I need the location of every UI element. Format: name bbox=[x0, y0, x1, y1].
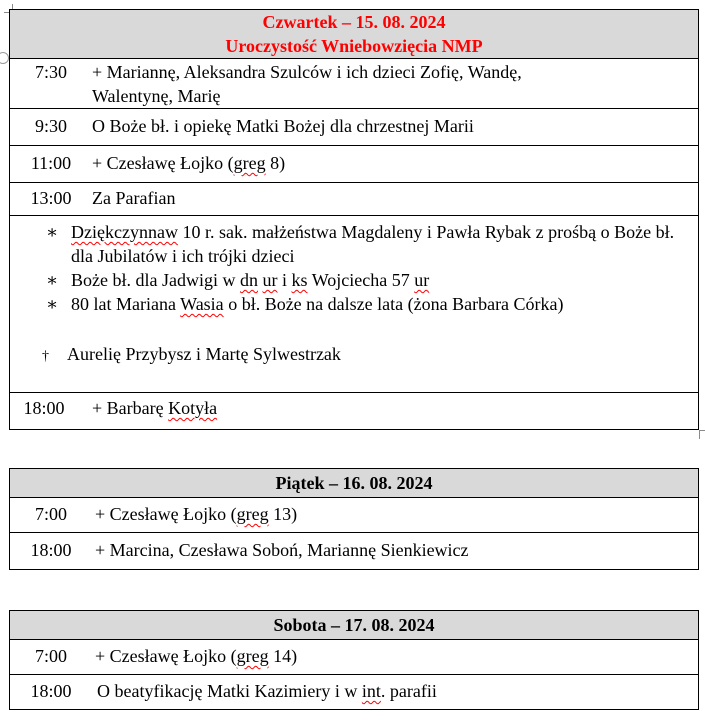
intention-item bbox=[10, 292, 698, 316]
mass-row bbox=[10, 183, 699, 216]
spellcheck-word[interactable]: dn bbox=[239, 270, 258, 290]
schedule-table-friday bbox=[9, 468, 699, 570]
spellcheck-word[interactable]: Kotyła bbox=[168, 398, 218, 418]
day-header bbox=[10, 10, 699, 59]
intention-text: + Barbarę bbox=[92, 398, 169, 418]
intention-text: + Czesławę Łojko ( bbox=[95, 646, 237, 666]
intention-line: Walentynę, Marię bbox=[92, 86, 221, 106]
spellcheck-word[interactable]: ur bbox=[414, 270, 430, 290]
mass-intention bbox=[92, 644, 698, 668]
feast-name: Uroczystość Wniebowzięcia NMP bbox=[225, 36, 483, 56]
mass-row bbox=[10, 498, 699, 533]
day-header bbox=[10, 611, 699, 640]
spellcheck-word[interactable]: Dziękczynnaw bbox=[71, 222, 178, 242]
bullet-icon: ∗ bbox=[46, 294, 59, 314]
day-title: Sobota – 17. 08. 2024 bbox=[273, 615, 435, 635]
day-title: Czwartek – 15. 08. 2024 bbox=[262, 12, 446, 32]
mass-time: 18:00 bbox=[23, 398, 65, 418]
mass-row bbox=[10, 393, 699, 430]
intention-text: 80 lat Mariana bbox=[71, 294, 181, 314]
mass-time: 11:00 bbox=[30, 153, 72, 173]
spellcheck-word[interactable]: greg bbox=[236, 646, 269, 666]
spellcheck-word[interactable]: greg bbox=[236, 504, 269, 524]
spellcheck-word[interactable]: Wasia bbox=[180, 294, 224, 314]
schedule-table-thursday bbox=[9, 9, 699, 430]
intention-text: Aurelię Przybysz i Martę Sylwestrzak bbox=[67, 344, 341, 364]
mass-time: 7:30 bbox=[34, 62, 67, 82]
intention-text: 14) bbox=[268, 646, 298, 666]
mass-time: 9:30 bbox=[34, 116, 67, 136]
mass-time: 7:00 bbox=[34, 646, 67, 666]
mass-row bbox=[10, 640, 699, 675]
mass-intention: Za Parafian bbox=[92, 188, 176, 208]
mass-time: 18:00 bbox=[30, 681, 72, 701]
mass-row bbox=[10, 146, 699, 183]
intention-text: O beatyfikację Matki Kazimiery i w bbox=[97, 681, 362, 701]
page-corner-mark-right bbox=[699, 430, 705, 439]
mass-row bbox=[10, 533, 699, 570]
intention-item bbox=[10, 268, 698, 292]
mass-time: 13:00 bbox=[30, 188, 72, 208]
spellcheck-word[interactable]: int bbox=[361, 681, 381, 701]
mass-time: 18:00 bbox=[30, 540, 72, 560]
table-move-handle[interactable] bbox=[0, 52, 9, 64]
intentions-list-row bbox=[10, 216, 699, 393]
intention-text: + Czesławę Łojko ( bbox=[92, 153, 234, 173]
mass-row bbox=[10, 109, 699, 146]
mass-row bbox=[10, 675, 699, 710]
bullet-icon: ∗ bbox=[46, 222, 59, 242]
intention-text: + Czesławę Łojko ( bbox=[95, 504, 237, 524]
spellcheck-word[interactable]: greg bbox=[233, 153, 266, 173]
spellcheck-word[interactable]: ks bbox=[291, 270, 308, 290]
schedule-table-saturday bbox=[9, 610, 699, 710]
intention-line: + Mariannę, Aleksandra Szulców i ich dzieci Zofię, Wandę, bbox=[92, 62, 522, 82]
mass-intention bbox=[92, 502, 698, 526]
intention-text: Boże bł. dla Jadwigi w bbox=[71, 270, 240, 290]
intention-text: . parafii bbox=[380, 681, 437, 701]
intention-text: i bbox=[277, 270, 292, 290]
intention-text: 13) bbox=[268, 504, 298, 524]
mass-intention bbox=[92, 679, 698, 703]
intention-text: Wojciecha 57 bbox=[307, 270, 415, 290]
mass-intention bbox=[78, 396, 698, 420]
mass-intention: + Marcina, Czesława Soboń, Mariannę Sienkiewicz bbox=[95, 540, 469, 560]
intention-text: o bł. Boże na dalsze lata (żona Barbara Córka) bbox=[223, 294, 564, 314]
intention-item bbox=[10, 220, 698, 268]
intentions-list bbox=[10, 216, 698, 316]
intention-text: 8) bbox=[265, 153, 286, 173]
dagger-icon: † bbox=[42, 349, 49, 364]
mass-row bbox=[10, 59, 699, 109]
mass-intention bbox=[92, 60, 698, 108]
mass-intention: O Boże bł. i opiekę Matki Bożej dla chrzestnej Marii bbox=[92, 116, 474, 136]
intention-text: 10 r. sak. małżeństwa Magdaleny i Pawła Rybak z prośbą o Boże bł. dla Jubilatów i ich trójki dzieci bbox=[71, 222, 675, 266]
spellcheck-word[interactable]: ur bbox=[262, 270, 278, 290]
day-title: Piątek – 16. 08. 2024 bbox=[275, 473, 433, 493]
day-header bbox=[10, 469, 699, 498]
bullet-icon: ∗ bbox=[46, 270, 59, 290]
mass-time: 7:00 bbox=[34, 504, 67, 524]
deceased-intention bbox=[10, 342, 698, 369]
mass-intention bbox=[92, 151, 698, 175]
